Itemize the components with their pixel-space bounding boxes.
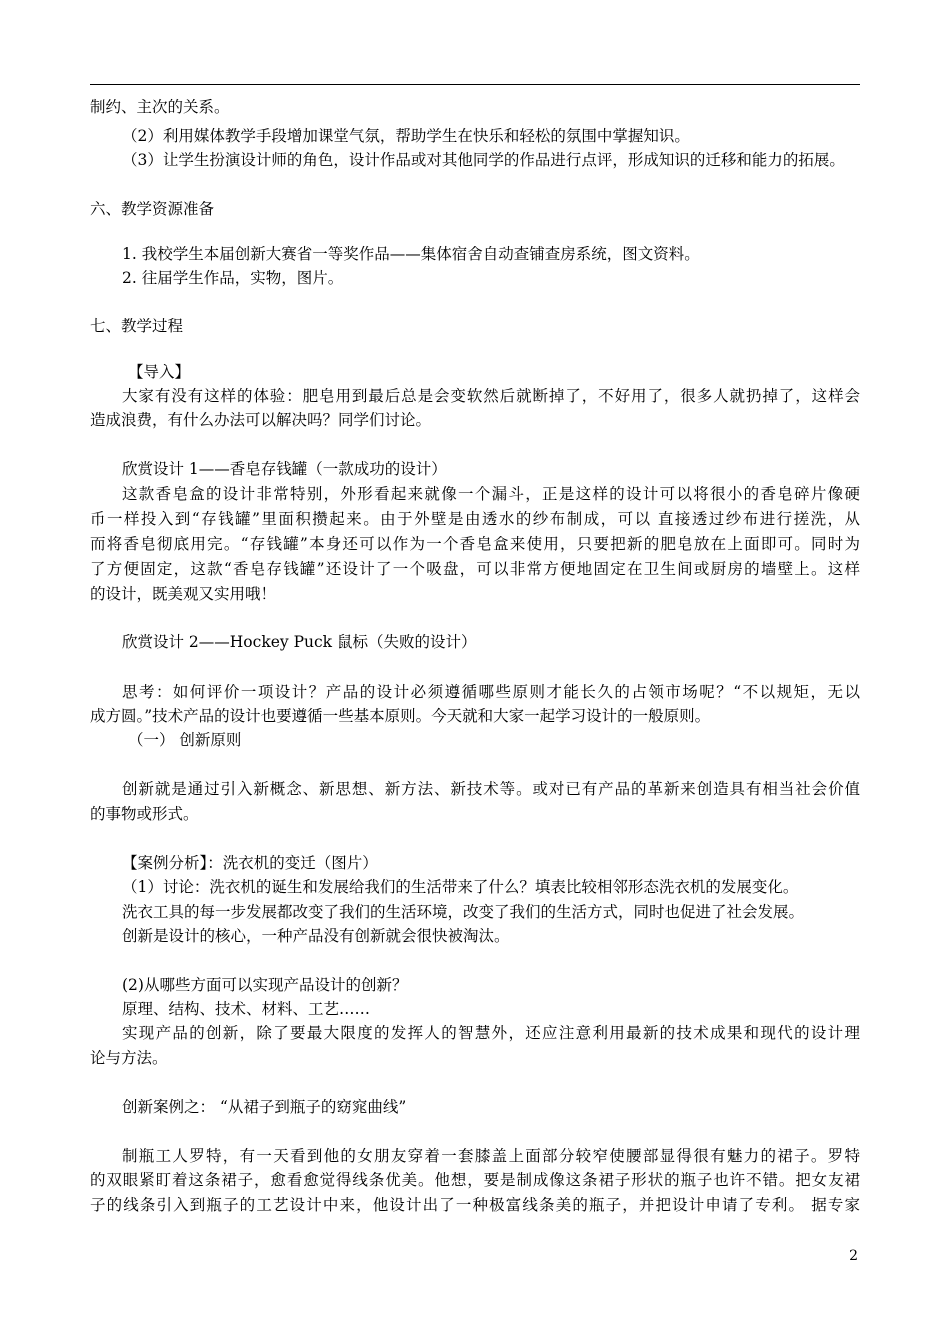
text-line: 了方便固定，这款“香皂存钱罐”还设计了一个吸盘，可以非常方便地固定在卫生间或厨房的墙壁上。这样 [90,560,860,578]
page-number: 2 [849,1248,858,1264]
subheading: 【导入】 [128,363,191,381]
text-line: 造成浪费，有什么办法可以解决吗？同学们讨论。 [90,411,432,429]
subheading: 【案例分析】：洗衣机的变迁（图片） [122,854,378,872]
header-rule [90,84,860,85]
section-heading: 六、教学资源准备 [90,200,215,218]
text-line: 币一样投入到“存钱罐”里面积攒起来。由于外壁是由透水的纱布制成，可以 直接透过纱布进行搓洗，从 [90,510,860,528]
section-heading: 七、教学过程 [90,317,184,335]
text-line: 而将香皂彻底用完。“存钱罐”本身还可以作为一个香皂盒来使用，只要把新的肥皂放在上面即可。同时为 [90,535,860,553]
list-item: （2）利用媒体教学手段增加课堂气氛，帮助学生在快乐和轻松的氛围中掌握知识。 [122,127,690,145]
text-line: 的设计，既美观又实用哦！ [90,585,277,603]
text-line: （1）讨论：洗衣机的诞生和发展给我们的生活带来了什么？填表比较相邻形态洗衣机的发展变化。 [122,878,799,896]
text-line: 洗衣工具的每一步发展都改变了我们的生活环境，改变了我们的生活方式，同时也促进了社会发展。 [122,903,805,921]
text-line: 这款香皂盒的设计非常特别，外形看起来就像一个漏斗，正是这样的设计可以将很小的香皂碎片像硬 [122,485,860,503]
list-item: （3）让学生扮演设计师的角色，设计作品或对其他同学的作品进行点评，形成知识的迁移和能力的拓展。 [122,151,845,169]
list-item: 2. 往届学生作品，实物，图片。 [122,269,344,287]
list-item: 1. 我校学生本届创新大赛省一等奖作品——集体宿舍自动查铺查房系统，图文资料。 [122,245,700,263]
text-line: 实现产品的创新，除了要最大限度的发挥人的智慧外，还应注意利用最新的技术成果和现代的设计理 [122,1024,860,1042]
text-line: 创新是设计的核心，一种产品没有创新就会很快被淘汰。 [122,927,510,945]
text-line: 成方圆。”技术产品的设计也要遵循一些基本原则。今天就和大家一起学习设计的一般原则。 [90,707,711,725]
text-line: 思考：如何评价一项设计？产品的设计必须遵循哪些原则才能长久的占领市场呢？“不以规矩，无以 [122,683,860,701]
text-line: 论与方法。 [90,1049,168,1067]
text-line: 的双眼紧盯着这条裙子，愈看愈觉得线条优美。他想，要是制成像这条裙子形状的瓶子也许不错。把女友裙 [90,1171,860,1189]
text-line: 制瓶工人罗特，有一天看到他的女朋友穿着一套膝盖上面部分较窄使腰部显得很有魅力的裙子。罗特 [122,1147,860,1165]
subheading: 欣赏设计 2——Hockey Puck 鼠标（失败的设计） [122,633,477,651]
text-line: 原理、结构、技术、材料、工艺…… [122,1000,371,1018]
text-line: 制约、主次的关系。 [90,98,230,116]
subheading: 欣赏设计 1——香皂存钱罐（一款成功的设计） [122,460,447,478]
text-line: 的事物或形式。 [90,805,199,823]
subheading: （一） 创新原则 [128,731,242,749]
text-line: (2)从哪些方面可以实现产品设计的创新？ [122,976,408,994]
subheading: 创新案例之： “从裙子到瓶子的窈窕曲线” [122,1098,407,1116]
text-line: 大家有没有这样的体验：肥皂用到最后总是会变软然后就断掉了，不好用了，很多人就扔掉了，这样会 [122,387,860,405]
text-line: 子的线条引入到瓶子的工艺设计中来，他设计出了一种极富线条美的瓶子，并把设计申请了专利。 据专家 [90,1196,860,1214]
text-line: 创新就是通过引入新概念、新思想、新方法、新技术等。或对已有产品的革新来创造具有相当社会价值 [122,780,860,798]
